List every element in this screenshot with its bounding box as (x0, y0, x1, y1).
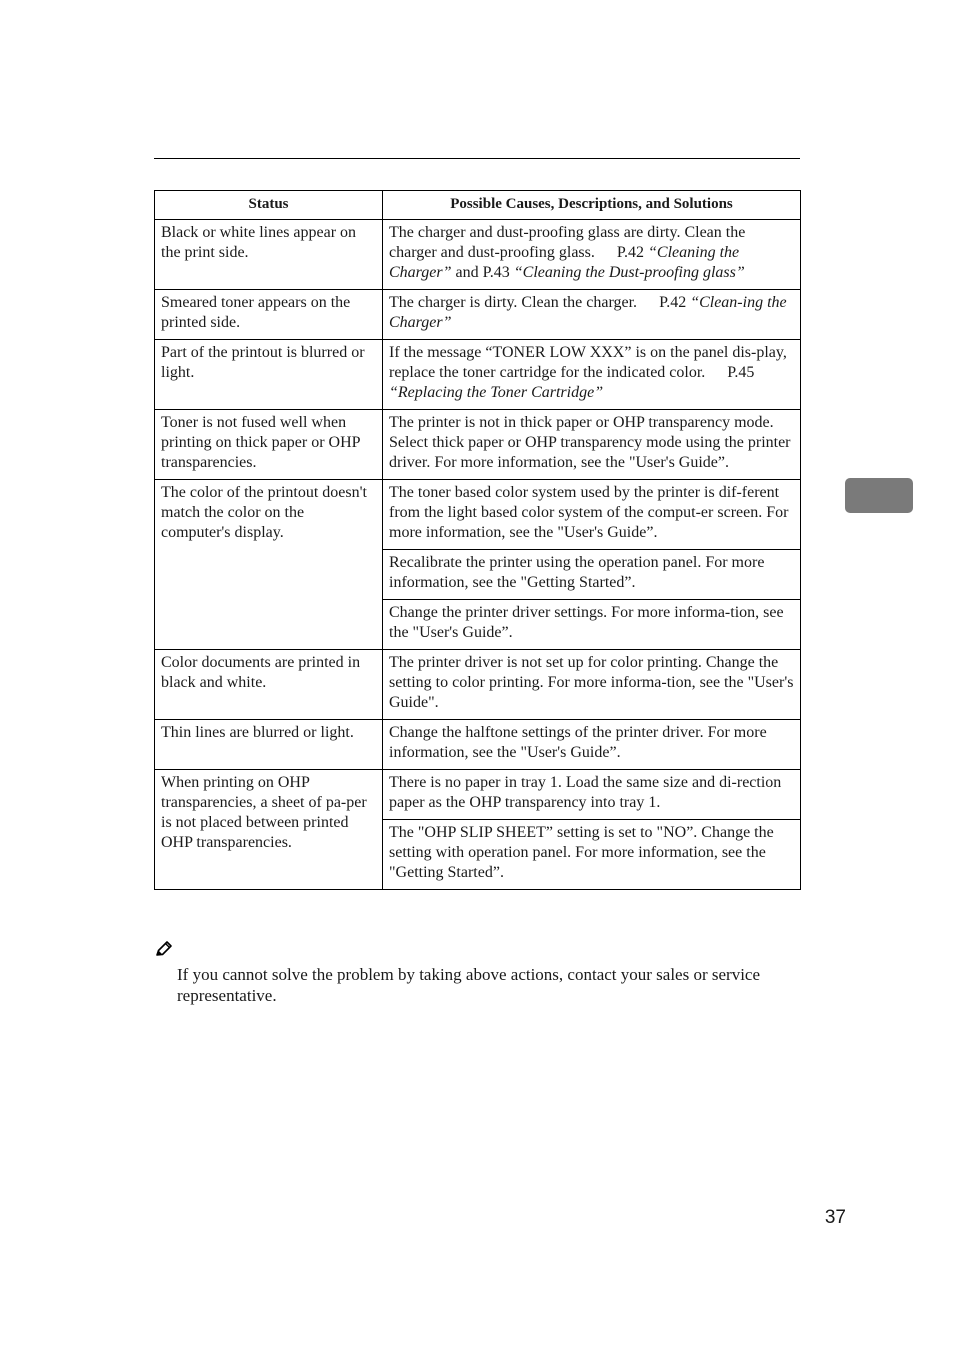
table-row (155, 410, 801, 480)
table-row (155, 720, 801, 770)
solution-cell (383, 340, 801, 410)
status-cell: When printing on OHP transparencies, a sheet of pa-per is not placed between printed OHP transparencies. (155, 770, 383, 890)
solution-text: The "OHP SLIP SHEET” setting is set to "NO”. Change the setting with operation panel. For more information, see the "Getting Started”. (389, 824, 774, 881)
page-number: 37 (824, 1207, 846, 1228)
table-row (155, 290, 801, 340)
troubleshooting-table (154, 190, 801, 890)
solution-text: There is no paper in tray 1. Load the same size and di-rection paper as the OHP transparency into tray 1. (389, 774, 782, 811)
solution-cell (383, 600, 801, 650)
solution-text: The printer is not in thick paper or OHP transparency mode. Select thick paper or OHP transparency mode using the printer driver. For more information, see the "User's Guide”. (389, 414, 791, 471)
solution-cell (383, 650, 801, 720)
solution-text: Change the halftone settings of the printer driver. For more information, see the "User's Guide”. (389, 724, 767, 761)
table-body (155, 220, 801, 890)
status-cell: Part of the printout is blurred or light. (155, 340, 383, 410)
header-rule (154, 158, 800, 159)
solution-cell (383, 770, 801, 820)
table-row (155, 220, 801, 290)
table-row (155, 340, 801, 410)
reference-title: “Clean-ing the Charger” (389, 294, 787, 331)
status-cell: Black or white lines appear on the print side. (155, 220, 383, 290)
pencil-note-icon (154, 939, 174, 959)
solution-cell (383, 220, 801, 290)
reference-title: “Replacing the Toner Cartridge” (389, 384, 604, 401)
solution-text: The printer driver is not set up for color printing. Change the setting to color printing. For more informa-tion, see the "User's Guide". (389, 654, 794, 711)
solution-cell (383, 410, 801, 480)
status-cell: Color documents are printed in black and white. (155, 650, 383, 720)
reference-page: P.45 (727, 364, 755, 381)
reference-page: P.42 (659, 294, 691, 311)
note-text: If you cannot solve the problem by taking above actions, contact your sales or service representative. (177, 965, 761, 1005)
status-cell: Thin lines are blurred or light. (155, 720, 383, 770)
table-row (155, 770, 801, 820)
chapter-tab (845, 478, 913, 513)
reference-page: P.42 (616, 244, 648, 261)
solution-text: Recalibrate the printer using the operation panel. For more information, see the "Getting Started”. (389, 554, 765, 591)
solution-text: The charger and dust-proofing glass are dirty. Clean the charger and dust-proofing glass. (389, 224, 746, 261)
solution-text: Change the printer driver settings. For more informa-tion, see the "User's Guide”. (389, 604, 784, 641)
solution-text: If the message “TONER LOW XXX” is on the panel dis-play, replace the toner cartridge for the indicated color. (389, 344, 787, 381)
solution-cell (383, 290, 801, 340)
status-column-header: Status (155, 191, 383, 220)
solution-cell (383, 550, 801, 600)
solution-text: The toner based color system used by the printer is dif-ferent from the light based color system of the comput-er screen. For more information, see the "User's Guide”. (389, 484, 789, 541)
reference-title: “Cleaning the Charger” (389, 244, 740, 281)
causes-column-header: Possible Causes, Descriptions, and Solutions (383, 191, 801, 220)
table-header-row (155, 191, 801, 220)
solution-cell (383, 480, 801, 550)
solution-text: and P.43 (451, 264, 514, 281)
status-cell: Toner is not fused well when printing on thick paper or OHP transparencies. (155, 410, 383, 480)
solution-text: The charger is dirty. Clean the charger. (389, 294, 642, 311)
solution-cell (383, 720, 801, 770)
reference-title: “Cleaning the Dust-proofing glass” (513, 264, 745, 281)
table-row (155, 480, 801, 550)
table-row (155, 650, 801, 720)
status-cell: Smeared toner appears on the printed side. (155, 290, 383, 340)
solution-cell (383, 820, 801, 890)
status-cell: The color of the printout doesn't match the color on the computer's display. (155, 480, 383, 650)
